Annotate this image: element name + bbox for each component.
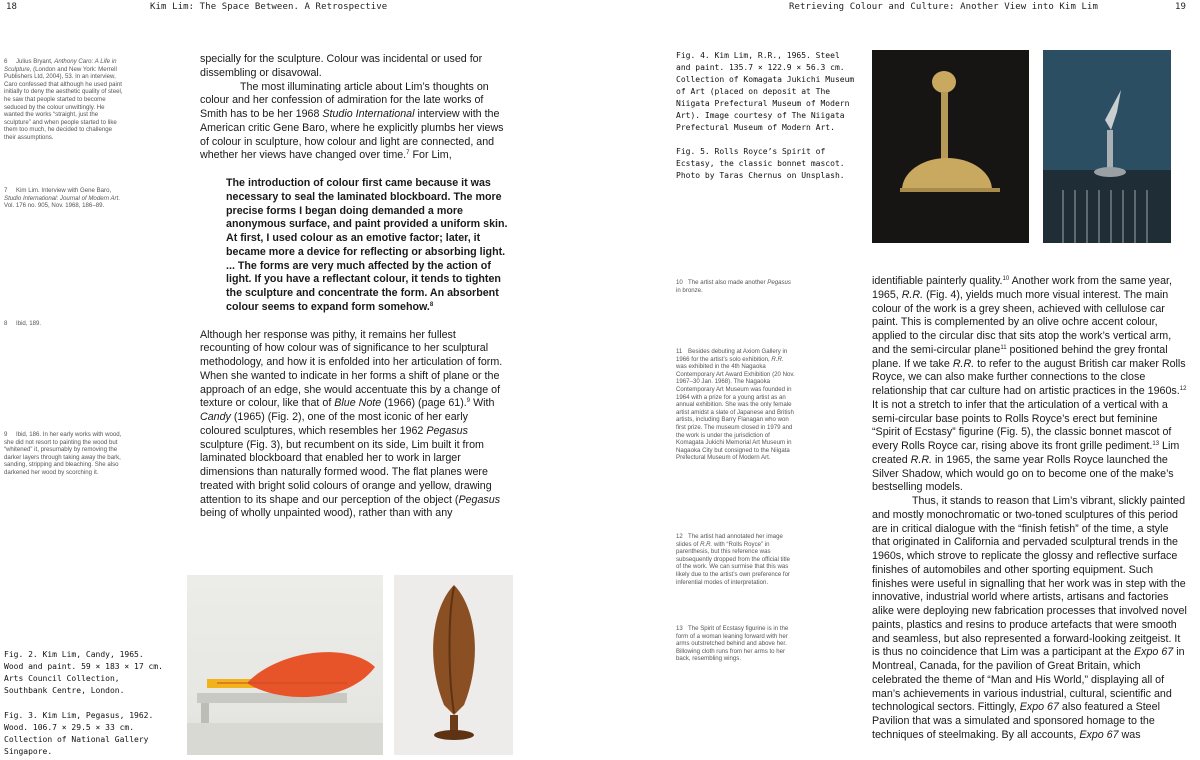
footnote-number: 6 [4, 58, 8, 65]
left-running-title: Kim Lim: The Space Between. A Retrospective [150, 2, 388, 12]
spirit-of-ecstasy-photo [1043, 50, 1171, 243]
footnote-number: 8 [4, 320, 8, 327]
footnote-number: 11 [676, 348, 683, 355]
rr-sculpture-image [872, 50, 1029, 243]
footnote-10: 10 The artist also made another Pegasus in bronze. [676, 279, 791, 294]
right-page-number: 19 [1174, 2, 1186, 12]
footnote-7: 7 Kim Lim. Interview with Gene Baro, Studio International: Journal of Modern Art. Vol. 176 no. 905, Nov. 1968, 186–89. [4, 187, 120, 210]
footnote-13: 13 The Spirit of Ecstasy figurine is in the form of a woman leaning forward with her arms outstretched behind and above her. Billowing cloth runs from her arms to her back, resembling wings. [676, 625, 789, 663]
figure-4-caption: Fig. 4. Kim Lim, R.R., 1965. Steel and paint. 135.7 × 122.9 × 56.3 cm. Collection of Komagata Jukichi Museum of Art (placed on deposit at The Niigata Prefectural Museum of Modern Art). Image courtesy of The Niigata Prefectural Museum of Modern Art. [676, 51, 855, 132]
footnote-number: 13 [676, 625, 683, 632]
paragraph: Thus, it stands to reason that Lim’s vibrant, slickly painted and mostly monochromatic or two-toned sculptures of this period are in critical dialogue with the “finish fetish” of the time, a style that originated in California and pervaded sculptural trends in the 1960s, which strove to replicate the glossy and reflective surface finishes of automobiles and other sporting equipment. Such finishes were useful in signalling that her work was in step with the innovative, industrial world where artists, artisans and factories alike were deploying new fabrication processes that involved novel paints, plastics and resins to produce artefacts that were smooth and seamless, but also represented a forward-looking zeitgeist. It is thus no coincidence that Lim was a participant at the Expo 67 in Montreal, Canada, for the pavilion of Great Britain, which celebrated the theme of “Man and His World,” displaying all of man’s achievements in various industrial, cultural, scientific and technological sectors. Fittingly, Expo 67 also featured a Steel Pavilion that was a simulated and sponsored homage to the techniques of steelmaking. By all accounts, Expo 67 was [872, 495, 1187, 741]
left-body-text [200, 53, 508, 521]
footnote-8: 8 Ibid, 189. [4, 320, 42, 327]
paragraph: identifiable painterly quality.$^{10}$ Another work from the same year, 1965, R.R. (Fig. 4), yields much more visual interest. The main colour of the work is a grey sheen, achieved with cellulose car paint. This is complemented by an olive ochre accent colour, applied to the circular disc that sits atop the work’s vertical arm, and the semi-circular plane$^{11}$ positioned behind the grey frontal plane. If we take R.R. to refer to the august British car maker Rolls Royce, we can also make further connections to the close relationship that car culture had on artistic practices in the 1960s.$^{12}$ It is not a stretch to infer that the articulation of a vertical with a semi-circular base points to Rolls Royce’s erect but feminine “Spirit of Ecstasy” figurine (Fig. 5), the classic bonnet mascot of every Rolls Royce car, rising above its front grille pediment.$^{13}$ Lim created R.R. in 1965, the same year Rolls Royce launched the Silver Shadow, which would go on to become one of the make’s bestselling models. [872, 275, 1187, 494]
figure-2-caption: Fig. 2. Kim Lim, Candy, 1965. Wood and paint. 59 × 183 × 17 cm. Arts Council Collection, Southbank Centre, London. [4, 650, 163, 695]
footnote-number: 7 [4, 187, 8, 194]
left-page-number: 18 [6, 2, 18, 12]
footnote-reference: 11 [1000, 344, 1007, 351]
footnote-reference: 10 [1002, 276, 1010, 282]
footnote-reference: 13 [1152, 441, 1160, 447]
footnote-reference: 7 [406, 150, 410, 157]
footnote-number: 10 [676, 279, 683, 286]
right-body-text [872, 275, 1187, 743]
figure-3-caption: Fig. 3. Kim Lim, Pegasus, 1962. Wood. 106.7 × 29.5 × 33 cm. Collection of National Gallery Singapore. [4, 711, 154, 756]
footnote-9: 9 Ibid, 186. In her early works with wood, she did not resort to painting the wood but “whitened” it, presumably by removing the darker layers through taking away the bark, sanding, stripping and bleaching. She also darkened her wood by scorching it. [4, 431, 122, 476]
footnote-12: 12 The artist had annotated her image slides of R.R. with “Rolls Royce” in parenthesis, but this reference was subsequently dropped from the official title of the work. We can surmise that this was likely due to the artist’s own preference for inferential modes of interpretation. [676, 533, 791, 586]
figure-5-caption: Fig. 5. Rolls Royce’s Spirit of Ecstasy, the classic bonnet mascot. Photo by Taras Chernus on Unsplash. [676, 147, 845, 180]
right-running-title: Retrieving Colour and Culture: Another View into Kim Lim [789, 2, 1099, 12]
pegasus-sculpture-photo [394, 575, 513, 755]
footnote-number: 9 [4, 431, 8, 438]
footnote-reference: 9 [466, 398, 471, 405]
candy-sculpture-photo [187, 575, 383, 755]
footnote-11: 11 Besides debuting at Axiom Gallery in 1966 for the artist’s solo exhibition, R.R. was exhibited in the 4th Nagaoka Contemporary Art Award Exhibition (20 Nov. 1967–30 Jan. 1968). The Nagaoka Contemporary Art Museum was founded in 1964 with a prize for a young artist as an annual exhibition. She was the only female artist amidst a slate of Japanese and British artists, including Barry Flanagan who won first prize. The museum closed in 1979 and the work is under the jurisdiction of Komagata Jukichi Memorial Art Museum in Nagaoka City but consigned to the Niigata Prefectural Museum of Modern Art. [676, 348, 795, 462]
paragraph: The most illuminating article about Lim’s thoughts on colour and her confession of admiration for the late works of Smith has to be her 1968 Studio International interview with the American critic Gene Baro, where he explicitly plumbs her views of colour in sculpture, how colour and light are connected, and whether her views have changed over time.$^7$ For Lim, [200, 80, 504, 162]
spirit-of-ecstasy-image [1043, 50, 1171, 243]
block-quote [226, 177, 508, 315]
paragraph: Although her response was pithy, it remains her fullest recounting of how colour was of significance to her sculptural methodology, and how it is enfolded into her articulation of form. When she wanted to indicate in her forms a shift of plane or the approach of an edge, she would accentuate this by a change of texture or colour, like that of Blue Note (1966) (page 61).$^9$ With Candy (1965) (Fig. 2), one of the most iconic of her early coloured sculptures, which resembles her 1962 Pegasus sculpture (Fig. 3), but recumbent on its side, Lim built it from laminated blockboard that enabled her to work in larger dimensions than naturally formed wood. The flat planes were treated with bright solid colours of orange and yellow, drawing attention to its shape and our perception of the object (Pegasus being of wholly unpainted wood), rather than with any [200, 328, 503, 520]
quote-paragraph: The introduction of colour first came because it was necessary to seal the laminated blockboard. The more precise forms I began doing demanded a more anonymous surface, and paint provided a uniform skin. At first, I used colour as an emotive factor; later, it became more a device for reflecting or absorbing light. [226, 177, 508, 258]
footnote-number: 12 [676, 533, 683, 540]
footnote-reference: 8 [429, 301, 434, 308]
paragraph: specially for the sculpture. Colour was incidental or used for dissembling or disavowal. [200, 53, 483, 79]
pegasus-sculpture-image [394, 575, 513, 755]
candy-sculpture-image [187, 575, 383, 755]
footnote-6: 6 Julius Bryant, Anthony Caro: A Life in Sculpture, (London and New York: Merrell Publishers Ltd, 2004), 53. In an interview, Caro confessed that although he used paint initially to deny the aesthetic quality of steel, he saw that people started to become seduced by the colour unwittingly. He wanted the works “straight, just the sculpture” and when people started to like them too much, he decided to challenge their assumptions. [4, 58, 123, 141]
rr-sculpture-photo [872, 50, 1029, 243]
quote-paragraph: ... The forms are very much affected by the action of light. If you have a reflectant colour, it tends to tighten the sculpture and concentrate the form. An absorbent colour seems to expand form somehow.$^8$ [226, 259, 501, 313]
footnote-reference: 12 [1179, 386, 1187, 392]
